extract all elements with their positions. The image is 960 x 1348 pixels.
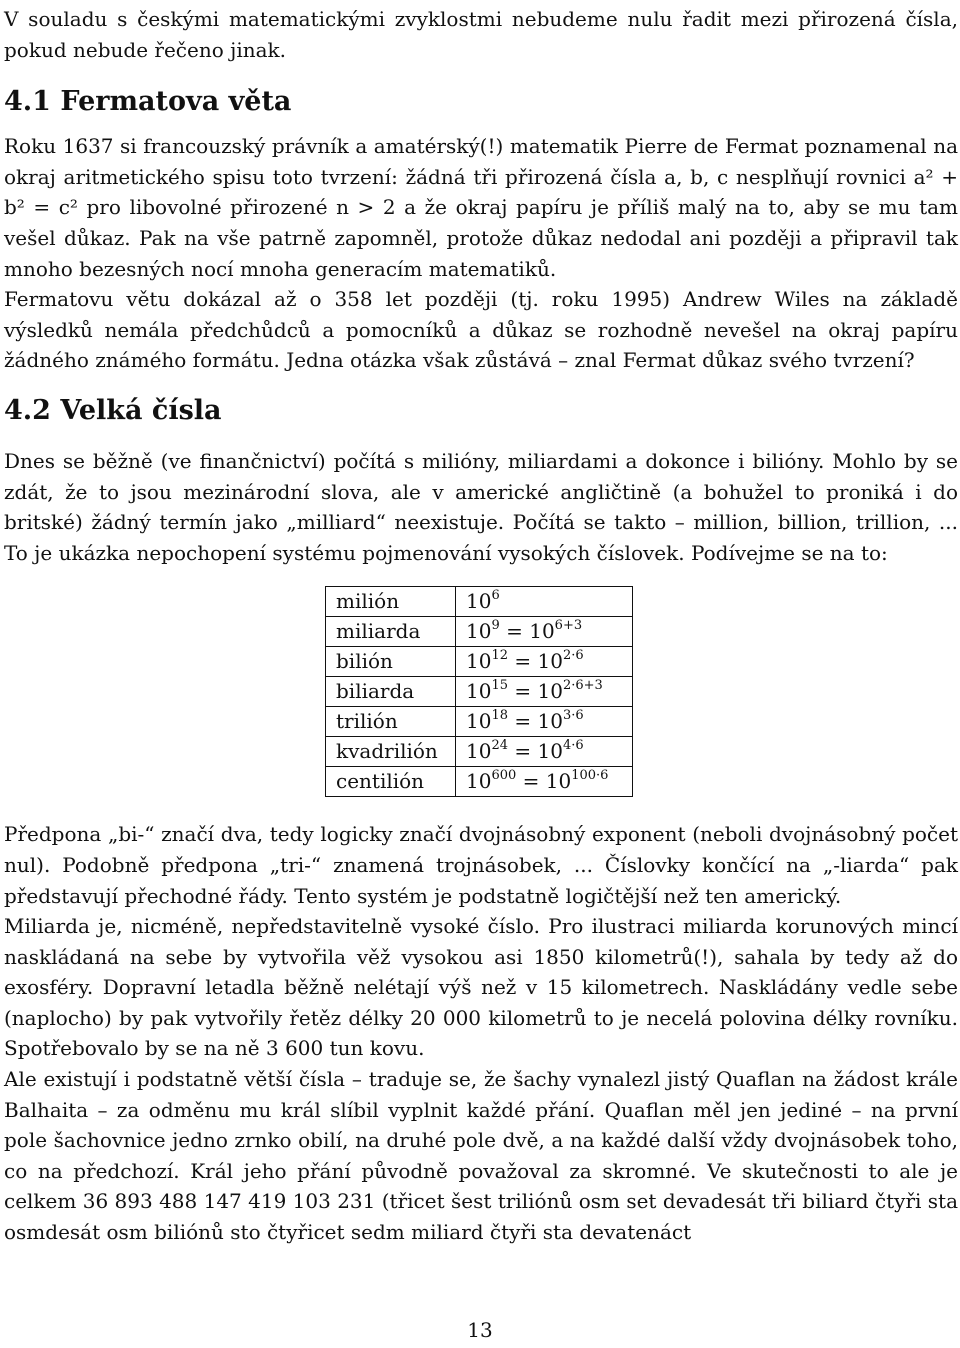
- number-value-cell: [456, 617, 633, 647]
- value-base: 10: [466, 589, 492, 614]
- value-exponent: 600: [491, 767, 517, 783]
- powers-table-wrapper: [4, 586, 958, 797]
- fermat-paragraph-2: Fermatovu větu dokázal až o 358 let později (tj. roku 1995) Andrew Wiles na základě výsledků nemála předchůdců a pomocníků a důkaz se rozhodně nevešel na okraj papíru žádného známého formátu. Jedna otázka však zůstává – znal Fermat důkaz svého tvrzení?: [4, 287, 958, 373]
- page-number: 13: [467, 1318, 493, 1342]
- table-row: [326, 737, 633, 767]
- section-heading-big-numbers: 4.2 Velká čísla: [4, 394, 222, 426]
- table-row: [326, 617, 633, 647]
- number-name-cell: biliarda: [326, 677, 456, 707]
- number-value-cell: [456, 587, 633, 617]
- value-rhs-base: 10: [537, 679, 563, 704]
- value-exponent: 6: [491, 587, 500, 603]
- value-exponent: 18: [491, 707, 508, 723]
- intro-paragraph: V souladu s českými matematickými zvyklostmi nebudeme nulu řadit mezi přirozená čísla, pokud nebude řečeno jinak.: [4, 7, 958, 62]
- big-numbers-paragraph-4: Ale existují i podstatně větší čísla – traduje se, že šachy vynalezl jistý Quaflan na žádost krále Balhaita – za odměnu mu král slíbil vyplnit každé přání. Quaflan měl jen jediné – na první pole šachovnice jedno zrnko obilí, na druhé pole dvě, a na každé další vždy dvojnásobek toho, co na předchozí. Král jeho přání původně považoval za skromné. Ve skutečnosti to ale je celkem 36 893 488 147 419 103 231 (třicet šest triliónů osm set devadesát tři biliard čtyři sta osmdesát osm biliónů sto čtyřicet sedm miliard čtyři sta devatenáct: [4, 1067, 958, 1245]
- value-rhs-exponent: 2·6: [562, 647, 584, 663]
- number-value-cell: [456, 707, 633, 737]
- section-heading-fermat: 4.1 Fermatova věta: [4, 86, 292, 118]
- value-base: 10: [466, 649, 492, 674]
- value-base: 10: [466, 739, 492, 764]
- value-exponent: 12: [491, 647, 508, 663]
- value-rhs-exponent: 3·6: [562, 707, 584, 723]
- number-name-cell: kvadrilión: [326, 737, 456, 767]
- number-name-cell: trilión: [326, 707, 456, 737]
- value-exponent: 24: [491, 737, 508, 753]
- value-rhs-base: 10: [529, 619, 555, 644]
- table-row: [326, 587, 633, 617]
- powers-of-ten-table: [325, 586, 633, 797]
- value-exponent: 15: [491, 677, 508, 693]
- number-value-cell: [456, 737, 633, 767]
- number-value-cell: [456, 677, 633, 707]
- value-base: 10: [466, 709, 492, 734]
- value-exponent: 9: [491, 617, 500, 633]
- number-value-cell: [456, 767, 633, 797]
- equals-sign: =: [508, 679, 538, 704]
- equals-sign: =: [508, 739, 538, 764]
- value-rhs-base: 10: [537, 739, 563, 764]
- value-base: 10: [466, 679, 492, 704]
- value-rhs-exponent: 4·6: [562, 737, 584, 753]
- value-base: 10: [466, 769, 492, 794]
- equals-sign: =: [508, 709, 538, 734]
- big-numbers-paragraph-2: Předpona „bi-“ značí dva, tedy logicky značí dvojnásobný exponent (neboli dvojnásobný počet nul). Podobně předpona „tri-“ znamená trojnásobek, ... Číslovky končící na „-liarda“ pak představují přechodné řády. Tento systém je podstatně logičtější než ten americký.: [4, 822, 958, 908]
- value-rhs-exponent: 6+3: [554, 617, 583, 633]
- number-name-cell: centilión: [326, 767, 456, 797]
- number-value-cell: [456, 647, 633, 677]
- value-rhs-base: 10: [537, 709, 563, 734]
- value-rhs-exponent: 100·6: [571, 767, 609, 783]
- big-numbers-paragraph-1: Dnes se běžně (ve finančnictví) počítá s milióny, miliardami a dokonce i bilióny. Mohlo by se zdát, že to jsou mezinárodní slova, ale v americké angličtině (a bohužel to proniká i do britské) žádný termín jako „milliard“ neexistuje. Počítá se takto – million, billion, trillion, ... To je ukázka nepochopení systému pojmenování vysokých číslovek. Podívejme se na to:: [4, 448, 958, 565]
- number-name-cell: bilión: [326, 647, 456, 677]
- value-rhs-exponent: 2·6+3: [562, 677, 603, 693]
- table-row: [326, 647, 633, 677]
- number-name-cell: miliarda: [326, 617, 456, 647]
- table-row: [326, 707, 633, 737]
- value-base: 10: [466, 619, 492, 644]
- value-rhs-base: 10: [545, 769, 572, 794]
- document-page: [4, 4, 958, 1248]
- equals-sign: =: [516, 769, 546, 794]
- fermat-paragraph-1: Roku 1637 si francouzský právník a amatérský(!) matematik Pierre de Fermat poznamenal na okraj aritmetického spisu toto tvrzení: žádná tři přirozená čísla a, b, c nesplňují rovnici a² + b² = c² pro libovolné přirozené n > 2 a že okraj papíru je příliš malý na to, aby se mu tam vešel důkaz. Pak na vše patrně zapomněl, protože důkaz nedodal ani později a připravil tak mnoho bezesných nocí mnoha generacím matematiků.: [4, 134, 958, 281]
- number-name-cell: milión: [326, 587, 456, 617]
- table-row: [326, 677, 633, 707]
- equals-sign: =: [499, 619, 530, 644]
- value-rhs-base: 10: [537, 649, 563, 674]
- big-numbers-paragraph-3: Miliarda je, nicméně, nepředstavitelně vysoké číslo. Pro ilustraci miliarda korunových mincí naskládaná na sebe by vytvořila věž vysokou asi 1850 kilometrů(!), sahala by tedy až do exosféry. Dopravní letadla běžně nelétají výš než v 15 kilometrech. Naskládány vedle sebe (naplocho) by pak vytvořily řetěz délky 20 000 kilometrů to je necelá polovina délky rovníku. Spotřebovalo by se na ně 3 600 tun kovu.: [4, 914, 958, 1061]
- equals-sign: =: [508, 649, 538, 674]
- table-row: [326, 767, 633, 797]
